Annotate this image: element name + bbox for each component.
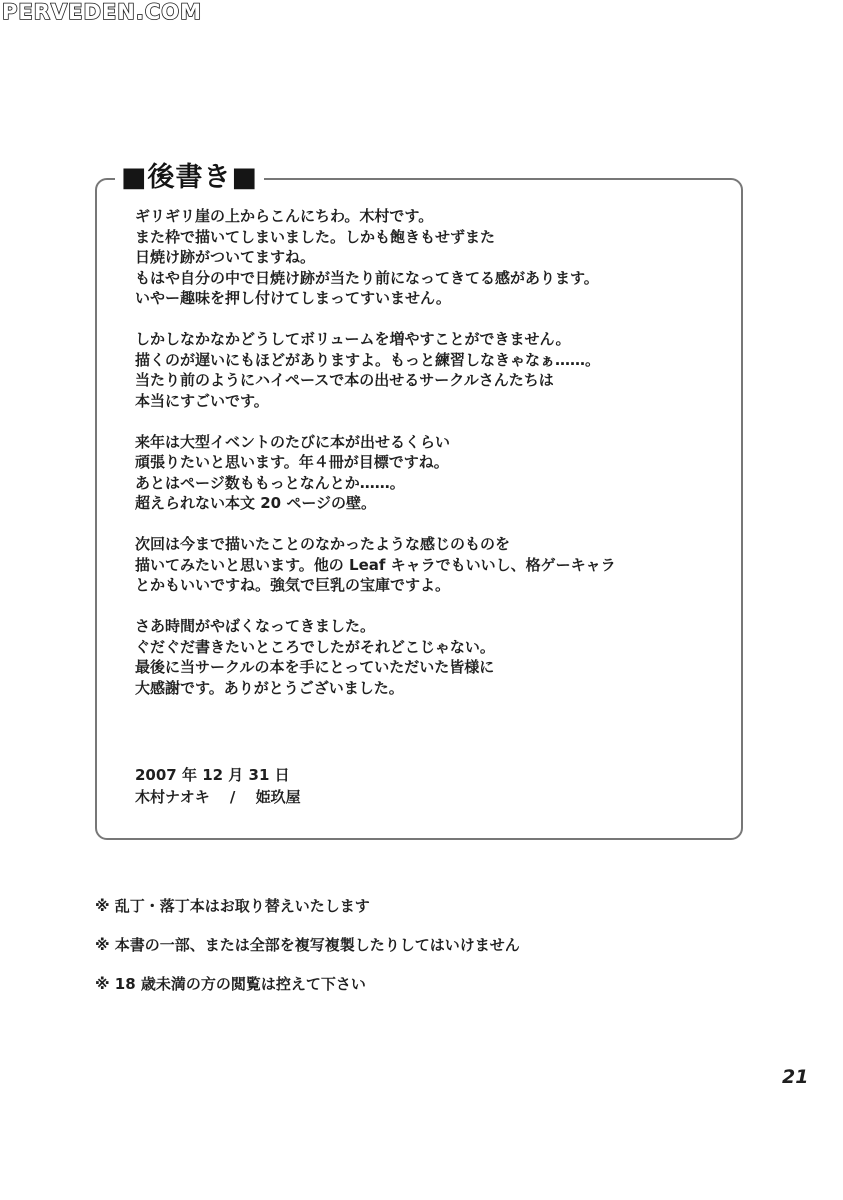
afterword-title: ■後書き■: [115, 160, 264, 196]
text-line: とかもいいですね。強気で巨乳の宝庫ですよ。: [135, 576, 451, 594]
text-line: 描くのが遅いにもほどがありますよ。もっと練習しなきゃなぁ……。: [135, 350, 601, 369]
text-line: 次回は今まで描いたことのなかったような感じのものを: [135, 535, 511, 553]
afterword-paragraph-1: [135, 206, 735, 309]
site-watermark: PERVEDEN.COM: [2, 0, 202, 24]
page-number: 21: [782, 1066, 809, 1088]
text-line: いやー趣味を押し付けてしまってすいません。: [135, 289, 451, 307]
text-line: 大感謝です。ありがとうございました。: [135, 678, 404, 697]
afterword-paragraph-5: [135, 616, 735, 698]
text-line: 超えられない本文 20 ページの壁。: [135, 494, 377, 512]
signature-author: 木村ナオキ / 姫玖屋: [135, 788, 301, 806]
text-line: 日焼け跡がついてますね。: [135, 248, 316, 266]
text-line: また枠で描いてしまいました。しかも飽きもせずまた: [135, 227, 496, 246]
text-line: もはや自分の中で日焼け跡が当たり前になってきてる感があります。: [135, 268, 599, 287]
text-line: 当たり前のようにハイペースで本の出せるサークルさんたちは: [135, 371, 554, 389]
text-line: ギリギリ崖の上からこんにちわ。木村です。: [135, 207, 434, 225]
notice-item: ※ 乱丁・落丁本はお取り替えいたします: [95, 897, 370, 915]
notice-item: ※ 本書の一部、または全部を複写複製したりしてはいけません: [95, 936, 520, 954]
text-line: ぐだぐだ書きたいところでしたがそれどこじゃない。: [135, 637, 495, 656]
notice-item: ※ 18 歳未満の方の閲覧は控えて下さい: [95, 975, 366, 993]
text-line: 本当にすごいです。: [135, 391, 269, 410]
text-line: 頑張りたいと思います。年４冊が目標ですね。: [135, 453, 449, 471]
text-line: 来年は大型イベントのたびに本が出せるくらい: [135, 432, 451, 451]
text-line: しかしなかなかどうしてボリュームを増やすことができません。: [135, 330, 571, 348]
afterword-paragraph-4: [135, 534, 735, 596]
signature-date: 2007 年 12 月 31 日: [135, 766, 290, 784]
afterword-body: [135, 206, 735, 719]
text-line: 描いてみたいと思います。他の Leaf キャラでもいいし、格ゲーキャラ: [135, 555, 616, 574]
afterword-paragraph-2: [135, 329, 735, 411]
text-line: 最後に当サークルの本を手にとっていただいた皆様に: [135, 658, 495, 676]
afterword-signature: [135, 764, 301, 808]
text-line: さあ時間がやばくなってきました。: [135, 617, 376, 635]
afterword-paragraph-3: [135, 432, 735, 514]
notices-list: [95, 894, 520, 1011]
text-line: あとはページ数ももっとなんとか……。: [135, 473, 405, 492]
